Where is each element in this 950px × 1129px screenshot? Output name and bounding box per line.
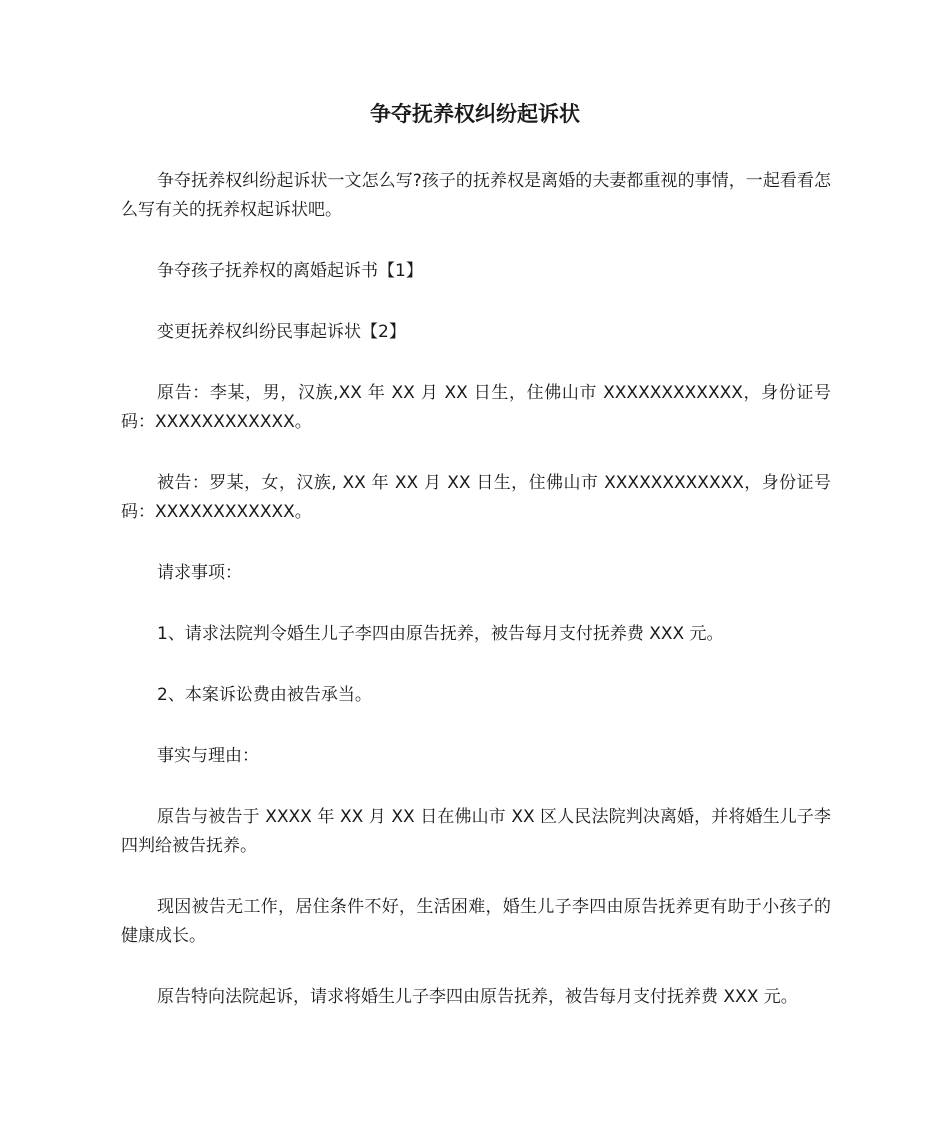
claims-heading: 请求事项： xyxy=(157,563,242,583)
section-link-divorce-complaint: 争夺孩子抚养权的离婚起诉书【1】 xyxy=(157,261,423,281)
section-link-custody-change: 变更抚养权纠纷民事起诉状【2】 xyxy=(157,322,406,342)
facts-paragraph-3: 原告特向法院起诉，请求将婚生儿子李四由原告抚养，被告每月支付抚养费 XXX 元。 xyxy=(157,987,798,1007)
document-body xyxy=(121,167,831,1044)
intro-paragraph: 争夺抚养权纠纷起诉状一文怎么写?孩子的抚养权是离婚的夫妻都重视的事情，一起看看怎么写有关的抚养权起诉状吧。 xyxy=(121,171,831,220)
defendant-info: 被告：罗某，女，汉族, XX 年 XX 月 XX 日生，住佛山市 XXXXXXXXXXXX，身份证号码：XXXXXXXXXXXX。 xyxy=(121,473,831,522)
facts-paragraph-2: 现因被告无工作，居住条件不好，生活困难，婚生儿子李四由原告抚养更有助于小孩子的健康成长。 xyxy=(121,897,831,946)
facts-heading: 事实与理由： xyxy=(157,746,259,766)
facts-paragraph-1: 原告与被告于 XXXX 年 XX 月 XX 日在佛山市 XX 区人民法院判决离婚，并将婚生儿子李四判给被告抚养。 xyxy=(121,807,831,856)
claim-item-1: 1、请求法院判令婚生儿子李四由原告抚养，被告每月支付抚养费 XXX 元。 xyxy=(157,624,724,644)
document-title: 争夺抚养权纠纷起诉状 xyxy=(370,102,580,126)
claim-item-2: 2、本案诉讼费由被告承当。 xyxy=(157,685,372,705)
plaintiff-info: 原告：李某，男，汉族,XX 年 XX 月 XX 日生，住佛山市 XXXXXXXXXXXX，身份证号码：XXXXXXXXXXXX。 xyxy=(121,383,831,432)
